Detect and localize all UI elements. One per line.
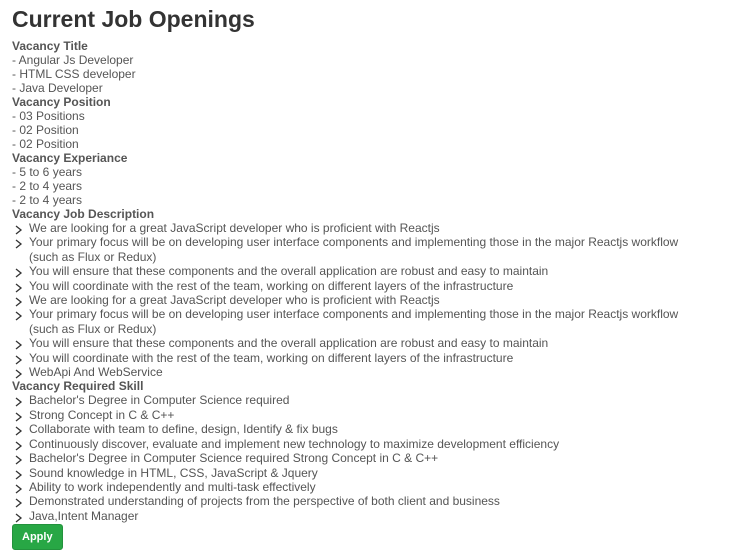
vacancy-required-skill-heading: Vacancy Required Skill: [12, 379, 144, 394]
page-title: Current Job Openings: [12, 6, 255, 32]
list-item: [12, 264, 708, 278]
list-item-text: Your primary focus will be on developing user interface components and implementing those in the major Reactjs workflow (such as Flux or Redux): [29, 235, 679, 264]
chevron-right-icon: [14, 296, 23, 306]
list-item: [12, 437, 708, 451]
vacancy-job-description-heading: Vacancy Job Description: [12, 207, 155, 221]
list-item: - 2 to 4 years: [12, 193, 83, 207]
chevron-right-icon: [14, 512, 23, 522]
list-item-text: Java,Intent Manager: [29, 508, 139, 523]
list-item: [12, 451, 708, 465]
vacancy-position-section: [12, 95, 708, 151]
vacancy-experience-list: [12, 165, 708, 207]
list-item: [12, 293, 708, 307]
list-item: [12, 466, 708, 480]
vacancy-title-list: [12, 53, 708, 95]
list-item: [12, 336, 708, 350]
list-item: [12, 221, 708, 235]
list-item: [12, 494, 708, 508]
list-item: [12, 422, 708, 436]
required-skill-list: [12, 393, 708, 523]
chevron-right-icon: [14, 425, 23, 435]
chevron-right-icon: [14, 339, 23, 349]
list-item-text: Demonstrated understanding of projects from the perspective of both client and business: [29, 494, 500, 509]
chevron-right-icon: [14, 224, 23, 234]
list-item-text: We are looking for a great JavaScript developer who is proficient with Reactjs: [29, 293, 440, 308]
list-item-text: You will coordinate with the rest of the team, working on different layers of the infrastructure: [29, 278, 514, 293]
vacancy-experience-section: [12, 151, 708, 207]
list-item: [12, 279, 708, 293]
vacancy-position-list: [12, 109, 708, 151]
list-item: [12, 365, 708, 379]
apply-button[interactable]: Apply: [12, 524, 63, 550]
list-item: - Java Developer: [12, 81, 103, 95]
vacancy-experience-heading: Vacancy Experiance: [12, 151, 128, 165]
chevron-right-icon: [14, 238, 23, 248]
chevron-right-icon: [14, 411, 23, 421]
vacancy-position-heading: Vacancy Position: [12, 95, 111, 109]
list-item: - 5 to 6 years: [12, 165, 83, 179]
chevron-right-icon: [14, 310, 23, 320]
list-item-text: Collaborate with team to define, design, Identify & fix bugs: [29, 422, 338, 437]
list-item-text: Ability to work independently and multi-task effectively: [29, 479, 316, 494]
vacancy-title-heading: Vacancy Title: [12, 39, 88, 53]
list-item: - Angular Js Developer: [12, 53, 134, 67]
list-item-text: WebApi And WebService: [29, 365, 163, 380]
chevron-right-icon: [14, 396, 23, 406]
list-item: - HTML CSS developer: [12, 67, 136, 81]
list-item: [12, 408, 708, 422]
list-item-text: You will ensure that these components and the overall application are robust and easy to maintain: [29, 264, 549, 279]
vacancy-job-description-section: [12, 207, 708, 379]
chevron-right-icon: [14, 454, 23, 464]
list-item: - 2 to 4 years: [12, 179, 83, 193]
list-item: [12, 235, 708, 264]
list-item: - 02 Position: [12, 137, 79, 151]
chevron-right-icon: [14, 469, 23, 479]
chevron-right-icon: [14, 368, 23, 378]
list-item: [12, 393, 708, 407]
list-item-text: Bachelor's Degree in Computer Science required: [29, 393, 290, 408]
chevron-right-icon: [14, 440, 23, 450]
list-item-text: Bachelor's Degree in Computer Science required Strong Concept in C & C++: [29, 451, 439, 466]
chevron-right-icon: [14, 497, 23, 507]
chevron-right-icon: [14, 483, 23, 493]
chevron-right-icon: [14, 354, 23, 364]
list-item-text: You will ensure that these components and the overall application are robust and easy to maintain: [29, 336, 549, 351]
list-item: [12, 307, 708, 336]
vacancy-title-section: [12, 39, 708, 95]
list-item-text: Strong Concept in C & C++: [29, 407, 175, 422]
list-item-text: You will coordinate with the rest of the team, working on different layers of the infrastructure: [29, 350, 514, 365]
chevron-right-icon: [14, 267, 23, 277]
job-description-list: [12, 221, 708, 379]
vacancy-required-skill-section: [12, 379, 708, 523]
list-item-text: Sound knowledge in HTML, CSS, JavaScript & Jquery: [29, 465, 318, 480]
list-item: [12, 480, 708, 494]
list-item-text: Your primary focus will be on developing user interface components and implementing those in the major Reactjs workflow (such as Flux or Redux): [29, 307, 679, 336]
list-item: [12, 509, 708, 523]
list-item-text: Continuously discover, evaluate and implement new technology to maximize development efficiency: [29, 436, 560, 451]
list-item-text: We are looking for a great JavaScript developer who is proficient with Reactjs: [29, 221, 440, 235]
list-item: - 02 Position: [12, 123, 79, 137]
list-item: - 03 Positions: [12, 109, 85, 123]
list-item: [12, 351, 708, 365]
chevron-right-icon: [14, 282, 23, 292]
